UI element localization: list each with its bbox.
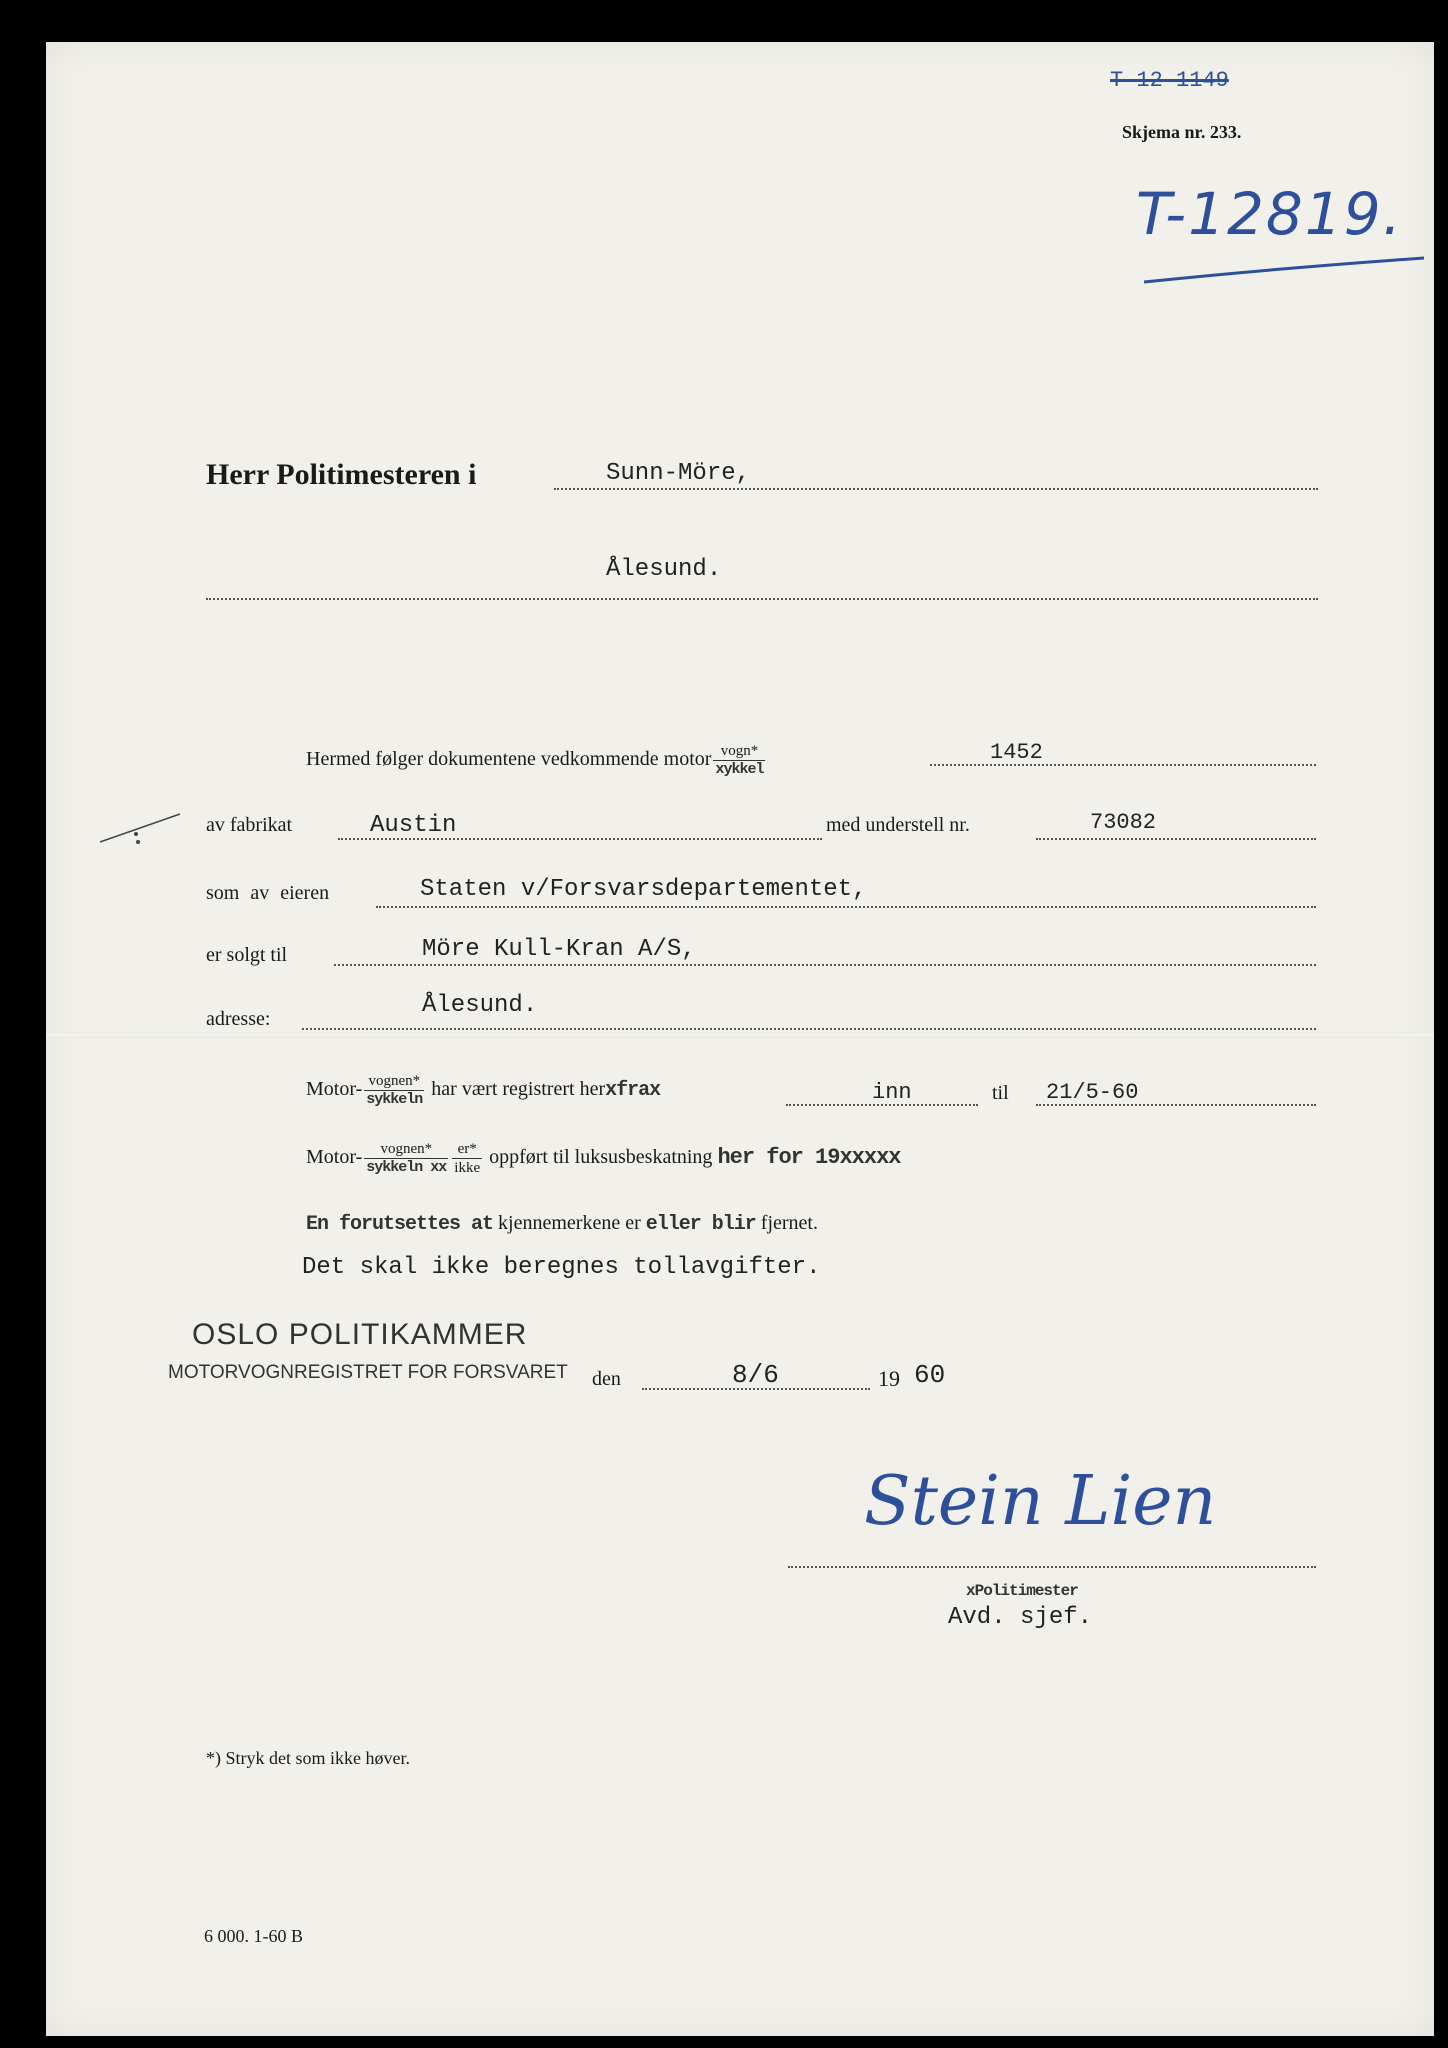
year-suffix: 60	[914, 1360, 946, 1390]
sold-value: Möre Kull-Kran A/S,	[422, 936, 696, 963]
print-code: 6 000. 1-60 B	[204, 1926, 303, 1946]
date-day-month: 8/6	[732, 1360, 779, 1390]
city-value: Ålesund.	[606, 556, 722, 583]
motor-number: 1452	[990, 740, 1043, 765]
addressee-label: Herr Politimesteren i	[206, 458, 477, 491]
make-label: av fabrikat	[206, 814, 293, 836]
stamp-line2: MOTORVOGNREGISTRET FOR FORSVARET	[168, 1362, 568, 1383]
intro-text: Hermed følger dokumentene vedkommende motor $\frac{\text{vogn*}}{\text{xykkel}}$	[306, 743, 764, 778]
struck-code: T-12-1149	[1110, 68, 1229, 93]
struck-title: xPolitimester	[966, 1582, 1078, 1600]
owner-line	[376, 906, 1316, 908]
owner-value: Staten v/Forsvarsdepartementet,	[420, 876, 867, 903]
den-label: den	[592, 1368, 621, 1390]
district-line	[554, 488, 1318, 490]
motor-number-line	[930, 764, 1316, 766]
form-number: Skjema nr. 233.	[1122, 122, 1242, 142]
make-value: Austin	[370, 812, 457, 839]
sold-label: er solgt til	[206, 944, 288, 966]
luxury-fraction-status: $\frac{er*}{\text{ikke}}$	[454, 1141, 481, 1176]
handwritten-signature: Stein Lien	[864, 1462, 1217, 1541]
vehicle-type-fraction: $\frac{\text{vogn*}}{\text{xykkel}}$	[715, 743, 764, 778]
district-value: Sunn-Möre,	[606, 460, 751, 487]
sold-line	[334, 964, 1316, 966]
registration-til-label: til	[992, 1082, 1009, 1104]
signature-line	[788, 1566, 1316, 1568]
plates-text: En forutsettes at kjennemerkene er eller blir fjernet.	[306, 1212, 818, 1236]
chassis-value: 73082	[1090, 810, 1157, 835]
year-prefix: 19	[878, 1366, 900, 1391]
address-label: adresse:	[206, 1008, 271, 1030]
margin-tick-mark	[96, 808, 186, 848]
chassis-line	[1036, 838, 1316, 840]
customs-note: Det skal ikke beregnes tollavgifter.	[302, 1254, 821, 1281]
luxury-fraction-vehicle: $\frac{\text{vognen*}}{\text{sykkeln xx}}$	[366, 1141, 447, 1176]
handwritten-reference: T-12819.	[1136, 180, 1404, 248]
signatory-title: Avd. sjef.	[948, 1604, 1093, 1631]
address-value: Ålesund.	[422, 992, 538, 1019]
footnote: *) Stryk det som ikke høver.	[206, 1748, 410, 1768]
handwritten-underline	[1140, 250, 1430, 290]
owner-label: som av eieren	[206, 882, 330, 904]
city-line	[206, 598, 1318, 600]
document-page	[46, 42, 1434, 2036]
registration-text: Motor- $\frac{\text{vognen*}}{\text{sykkeln}}$ har vært registrert herxfrax	[306, 1073, 661, 1108]
address-line	[302, 1028, 1316, 1030]
registration-from: inn	[872, 1080, 912, 1105]
stamp-line1: OSLO POLITIKAMMER	[192, 1318, 528, 1351]
registration-to: 21/5-60	[1046, 1080, 1139, 1105]
fold-line	[46, 1032, 1434, 1038]
registration-fraction: $\frac{\text{vognen*}}{\text{sykkeln}}$	[366, 1073, 423, 1108]
chassis-label: med understell nr.	[826, 814, 970, 836]
luxury-tax-text: Motor- $\frac{\text{vognen*}}{\text{sykkeln xx}}$ $\frac{er*}{\text{ikke}}$ oppført til luksusbeskatning her for 19xxxxx	[306, 1141, 901, 1176]
